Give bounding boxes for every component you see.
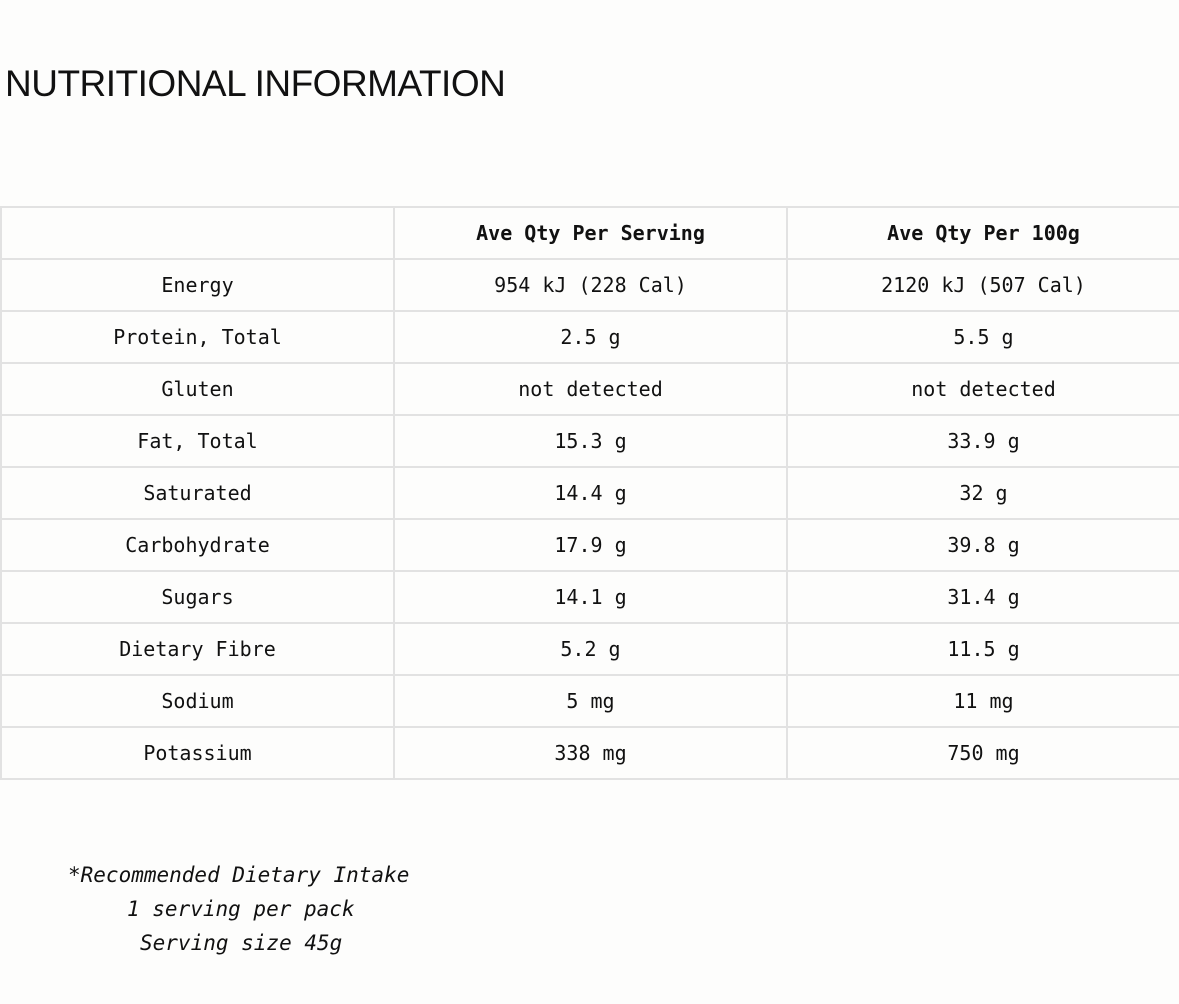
header-per-100g: Ave Qty Per 100g xyxy=(787,207,1179,259)
nutrient-name: Energy xyxy=(1,259,394,311)
table-row-protein xyxy=(1,311,1179,363)
table-row-sugars xyxy=(1,571,1179,623)
table-row-energy xyxy=(1,259,1179,311)
per-100g-value: not detected xyxy=(787,363,1179,415)
nutrient-name: Saturated xyxy=(1,467,394,519)
table-header-row xyxy=(1,207,1179,259)
table-row-gluten xyxy=(1,363,1179,415)
nutrient-name: Gluten xyxy=(1,363,394,415)
table-row-sodium xyxy=(1,675,1179,727)
nutrient-name: Fat, Total xyxy=(1,415,394,467)
per-100g-value: 39.8 g xyxy=(787,519,1179,571)
per-serving-value: 15.3 g xyxy=(394,415,787,467)
per-100g-value: 5.5 g xyxy=(787,311,1179,363)
per-serving-value: 14.4 g xyxy=(394,467,787,519)
per-serving-value: 5 mg xyxy=(394,675,787,727)
footnote-rdi: *Recommended Dietary Intake xyxy=(68,863,410,887)
per-100g-value: 31.4 g xyxy=(787,571,1179,623)
per-serving-value: 2.5 g xyxy=(394,311,787,363)
per-100g-value: 33.9 g xyxy=(787,415,1179,467)
per-serving-value: 17.9 g xyxy=(394,519,787,571)
per-100g-value: 32 g xyxy=(787,467,1179,519)
nutrient-name: Dietary Fibre xyxy=(1,623,394,675)
per-serving-value: not detected xyxy=(394,363,787,415)
nutrition-table xyxy=(0,206,1179,780)
header-nutrient xyxy=(1,207,394,259)
nutrient-name: Carbohydrate xyxy=(1,519,394,571)
per-serving-value: 5.2 g xyxy=(394,623,787,675)
nutrient-name: Sodium xyxy=(1,675,394,727)
header-per-serving: Ave Qty Per Serving xyxy=(394,207,787,259)
per-100g-value: 11.5 g xyxy=(787,623,1179,675)
per-serving-value: 954 kJ (228 Cal) xyxy=(394,259,787,311)
nutrient-name: Sugars xyxy=(1,571,394,623)
nutrient-name: Protein, Total xyxy=(1,311,394,363)
footnote-servings-per-pack: 1 serving per pack xyxy=(127,897,355,921)
table-row-carbohydrate xyxy=(1,519,1179,571)
table-row-fat xyxy=(1,415,1179,467)
table-row-saturated xyxy=(1,467,1179,519)
table-row-dietary-fibre xyxy=(1,623,1179,675)
per-100g-value: 2120 kJ (507 Cal) xyxy=(787,259,1179,311)
per-serving-value: 338 mg xyxy=(394,727,787,779)
page-title: NUTRITIONAL INFORMATION xyxy=(5,63,506,104)
footnote-serving-size: Serving size 45g xyxy=(140,931,343,955)
footnote xyxy=(0,858,490,960)
per-100g-value: 11 mg xyxy=(787,675,1179,727)
nutrient-name: Potassium xyxy=(1,727,394,779)
table-row-potassium xyxy=(1,727,1179,779)
per-serving-value: 14.1 g xyxy=(394,571,787,623)
per-100g-value: 750 mg xyxy=(787,727,1179,779)
